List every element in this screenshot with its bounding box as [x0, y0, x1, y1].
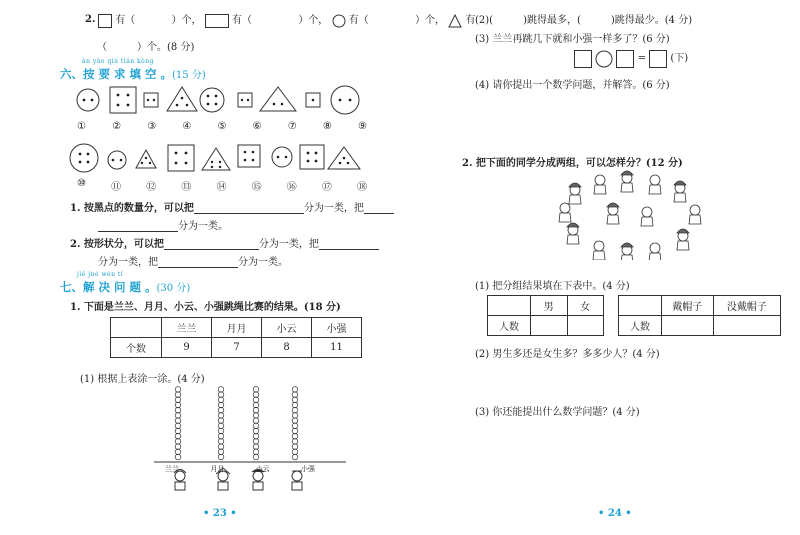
- sub4-question: (4) 请你提出一个数学问题，并解答。(6 分): [475, 80, 670, 91]
- shape-16-circle-2dots: [272, 147, 292, 167]
- bead[interactable]: [292, 418, 298, 424]
- label-12: ⑫: [146, 182, 157, 193]
- bead[interactable]: [253, 407, 259, 413]
- shape-7-triangle-2dots: [260, 87, 296, 111]
- sec7-q1: 1. 下面是兰兰、月月、小云、小强跳绳比赛的结果。(18 分): [70, 302, 341, 313]
- label-16: ⑯: [286, 182, 297, 193]
- small-square-shape: [98, 14, 112, 28]
- bead[interactable]: [253, 444, 259, 450]
- bead[interactable]: [218, 444, 224, 450]
- shape-1-circle-2dots: [77, 89, 99, 111]
- ge-label-1: ）个，: [171, 15, 202, 26]
- child-figure: [649, 175, 661, 194]
- bead[interactable]: [218, 439, 224, 445]
- ge-label-2: ）个，: [298, 15, 329, 26]
- bar-name-row: [165, 464, 315, 474]
- table-cell: 7: [212, 338, 262, 358]
- q2-sub2: (2) 男生多还是女生多？多多少人？(4 分): [475, 349, 660, 360]
- section7-pinyin: jiě jué wèn tí: [77, 271, 124, 278]
- bead[interactable]: [253, 423, 259, 429]
- blank-field[interactable]: [158, 257, 238, 268]
- bead[interactable]: [218, 413, 224, 419]
- child-figure: [567, 223, 579, 244]
- label-17: ⑰: [321, 182, 332, 193]
- you-label-3: 有（: [348, 15, 369, 26]
- table-cell: 9: [162, 338, 212, 358]
- table-row: [111, 318, 362, 338]
- bead[interactable]: [175, 392, 181, 398]
- label-5: ⑤: [217, 121, 227, 132]
- bead[interactable]: [253, 428, 259, 434]
- bead[interactable]: [218, 407, 224, 413]
- child-figure: [593, 241, 605, 260]
- label-14: ⑭: [216, 182, 227, 193]
- label-18: ⑱: [356, 182, 367, 193]
- sec6-q1-line1: [70, 199, 394, 214]
- blank-field[interactable]: [319, 239, 379, 250]
- ge-label-3: ）个，: [415, 15, 446, 26]
- bead[interactable]: [175, 444, 181, 450]
- section6-heading: 六、按 要 求 填 空 。: [60, 67, 173, 81]
- table-row-label: 人数: [619, 316, 662, 336]
- sec6-q2-mid2: 分为一类，把: [98, 257, 158, 268]
- rectangle-shape: [205, 14, 229, 28]
- sec6-q1-mid: 分为一类，把: [303, 203, 364, 214]
- table-row: [619, 316, 781, 336]
- bead[interactable]: [292, 392, 298, 398]
- bead[interactable]: [292, 444, 298, 450]
- bead[interactable]: [218, 397, 224, 403]
- table-header: 戴帽子: [662, 296, 714, 316]
- jump-rope-table: [110, 317, 362, 358]
- bead[interactable]: [253, 454, 259, 460]
- you-label-2: 有（: [231, 15, 252, 26]
- child-figure: [689, 205, 701, 224]
- shape-labels-row1: [77, 121, 367, 132]
- operator-circle[interactable]: [595, 50, 613, 68]
- table-header-empty: [619, 296, 662, 316]
- table-row: [111, 338, 362, 358]
- bead-column: [218, 387, 224, 460]
- blank-field[interactable]: [364, 203, 394, 214]
- table-header: 小云: [262, 318, 312, 338]
- bead-column: [175, 387, 181, 460]
- table-cell: 11: [312, 338, 362, 358]
- label-7: ⑦: [287, 121, 297, 132]
- child-figure: [594, 175, 606, 194]
- bead[interactable]: [175, 454, 181, 460]
- section7-heading: 七、解 决 问 题 。: [60, 280, 157, 294]
- label-6: ⑥: [252, 121, 262, 132]
- bead[interactable]: [292, 387, 298, 393]
- table-header-empty: [111, 318, 162, 338]
- table-cell-input[interactable]: [531, 316, 568, 336]
- table-header: 男: [531, 296, 568, 316]
- sec6-q1-end: 分为一类。: [178, 221, 228, 232]
- shape-labels-row2: [77, 178, 367, 193]
- shape-2-square-4dots: [110, 87, 136, 113]
- answer-box[interactable]: [616, 50, 634, 68]
- table-row: [619, 296, 781, 316]
- label-3: ③: [147, 121, 157, 132]
- bead[interactable]: [218, 449, 224, 455]
- sec6-q2-prefix: 2. 按形状分，可以把: [70, 239, 164, 250]
- bead[interactable]: [175, 439, 181, 445]
- bead[interactable]: [175, 407, 181, 413]
- circle-shape: [332, 14, 346, 28]
- bead[interactable]: [218, 402, 224, 408]
- table-row-label: 人数: [488, 316, 531, 336]
- bead[interactable]: [253, 449, 259, 455]
- unit-label: (下): [670, 53, 689, 64]
- triangle-shape: [448, 14, 462, 28]
- label-11: ⑪: [111, 182, 122, 193]
- q2-sub3: (3) 你还能提出什么数学问题？(4 分): [475, 407, 640, 418]
- bead[interactable]: [253, 413, 259, 419]
- sec6-q2-line2: [98, 253, 288, 268]
- equation-row: [574, 49, 688, 68]
- bar-name: 小强: [300, 465, 315, 473]
- table-cell-input[interactable]: [713, 316, 780, 336]
- table-header: 没戴帽子: [713, 296, 780, 316]
- child-figure: [621, 171, 633, 192]
- bead[interactable]: [253, 433, 259, 439]
- bar-name: 小云: [255, 465, 270, 473]
- table-row: [488, 316, 604, 336]
- child-figure: [641, 207, 653, 226]
- bead[interactable]: [253, 387, 259, 393]
- you-label-1: 有（: [115, 15, 136, 26]
- shape-count-line: [98, 11, 475, 28]
- bead[interactable]: [175, 428, 181, 434]
- blank-field[interactable]: [98, 221, 178, 232]
- shape-18-triangle-3dots: [328, 147, 360, 169]
- bead[interactable]: [218, 418, 224, 424]
- equals-sign: =: [637, 53, 646, 64]
- bead[interactable]: [175, 423, 181, 429]
- section6-title: [60, 66, 206, 82]
- table-header: 兰兰: [162, 318, 212, 338]
- bead[interactable]: [292, 428, 298, 434]
- bead[interactable]: [175, 413, 181, 419]
- shape-13-square-4dots: [168, 145, 194, 171]
- bead[interactable]: [292, 439, 298, 445]
- table-cell-input[interactable]: [662, 316, 714, 336]
- table-header: 女: [567, 296, 604, 316]
- sec6-q2-end: 分为一类。: [238, 257, 288, 268]
- hat-table: [618, 295, 781, 336]
- label-13: ⑬: [181, 182, 192, 193]
- child-figure: [677, 229, 689, 250]
- sub1-points: (4 分): [177, 374, 205, 385]
- sub1-text: (1) 根据上表涂一涂。: [80, 374, 178, 385]
- bar-name: 月月: [210, 465, 225, 473]
- label-2: ②: [112, 121, 122, 132]
- q2-sub1: (1) 把分组结果填在下表中。(4 分): [475, 281, 630, 292]
- bead[interactable]: [292, 402, 298, 408]
- child-figure: [559, 203, 571, 222]
- shape-4-triangle-3dots: [167, 87, 197, 111]
- bead[interactable]: [253, 402, 259, 408]
- sec6-q2-mid: 分为一类，把: [258, 239, 319, 250]
- shape-3-square-2dots: [144, 93, 158, 107]
- blank-field[interactable]: [164, 239, 259, 250]
- bead[interactable]: [218, 454, 224, 460]
- bead[interactable]: [292, 413, 298, 419]
- table-row-label: 个数: [111, 338, 162, 358]
- bead[interactable]: [175, 387, 181, 393]
- label-9: ⑨: [358, 121, 367, 132]
- section6-points: (15 分): [172, 70, 206, 81]
- sec6-q1-line2: [98, 217, 228, 232]
- section7-points: (30 分): [156, 283, 191, 294]
- shape-11-circle-2dots: [108, 151, 126, 169]
- bead[interactable]: [175, 418, 181, 424]
- child-figure: [621, 243, 633, 260]
- shape-6-square-2dots: [238, 93, 252, 107]
- table-header: 小强: [312, 318, 362, 338]
- answer-box[interactable]: [649, 50, 667, 68]
- label-15: ⑮: [251, 182, 262, 193]
- table-header-empty: [488, 296, 531, 316]
- bead[interactable]: [292, 454, 298, 460]
- bead[interactable]: [253, 392, 259, 398]
- section6-pinyin: àn yāo qiú tián kòng: [82, 58, 154, 65]
- gender-table: [487, 295, 604, 336]
- sub2-question: (2)( )跳得最多，( )跳得最少。(4 分): [475, 15, 693, 26]
- q2-question: 2. 把下面的同学分成两组，可以怎样分？(12 分): [462, 158, 683, 169]
- table-row: [488, 296, 604, 316]
- bead[interactable]: [218, 433, 224, 439]
- bead[interactable]: [175, 397, 181, 403]
- shape-17-square-4dots: [300, 145, 324, 169]
- bar-name: 兰兰: [165, 465, 179, 473]
- label-4: ④: [182, 121, 192, 132]
- bead[interactable]: [292, 407, 298, 413]
- section7-title: [60, 279, 190, 295]
- page-number-right: • 24 •: [598, 508, 632, 519]
- bead[interactable]: [175, 402, 181, 408]
- bead[interactable]: [292, 397, 298, 403]
- bead[interactable]: [292, 433, 298, 439]
- sec6-q2-line1: [70, 235, 379, 250]
- bead[interactable]: [175, 433, 181, 439]
- q2-number: 2.: [85, 14, 96, 25]
- bead-column: [253, 387, 259, 460]
- bead[interactable]: [253, 439, 259, 445]
- bead[interactable]: [253, 418, 259, 424]
- shape-8-square-1dot: [306, 93, 320, 107]
- page-number-left: • 23 •: [203, 508, 237, 519]
- answer-box[interactable]: [574, 50, 592, 68]
- shape-9-circle-2dots: [331, 86, 359, 114]
- bead[interactable]: [253, 397, 259, 403]
- sub3-question: (3) 兰兰再跳几下就和小强一样多了？(6 分): [475, 34, 670, 45]
- bead[interactable]: [218, 423, 224, 429]
- child-figure: [649, 243, 661, 260]
- label-1: ①: [77, 121, 86, 132]
- sec6-q1-prefix: 1. 按黑点的数量分，可以把: [70, 203, 194, 214]
- table-header: 月月: [212, 318, 262, 338]
- child-figure: [569, 183, 581, 204]
- bead[interactable]: [175, 449, 181, 455]
- table-cell: 8: [262, 338, 312, 358]
- child-figure: [674, 181, 686, 202]
- bead[interactable]: [292, 423, 298, 429]
- children-illustration: [555, 170, 710, 260]
- bead[interactable]: [218, 428, 224, 434]
- shape-14-triangle-4dots: [202, 148, 230, 170]
- shape-15-square-4dots: [238, 145, 260, 167]
- child-figure: [607, 203, 619, 224]
- shape-10-circle-4dots: [70, 144, 98, 172]
- label-8: ⑧: [322, 121, 332, 132]
- table-cell-input[interactable]: [567, 316, 604, 336]
- bead[interactable]: [218, 387, 224, 393]
- label-10: ⑩: [77, 178, 86, 189]
- answer-line-2: （ ）个。(8 分): [97, 42, 195, 53]
- blank-field[interactable]: [194, 203, 304, 214]
- bead[interactable]: [218, 392, 224, 398]
- you-label-4: 有: [465, 15, 476, 26]
- shape-12-triangle-3dots: [136, 150, 156, 168]
- shape-5-circle-4dots: [200, 88, 224, 112]
- bead-columns: [150, 382, 350, 500]
- bead-column: [292, 387, 298, 460]
- bead[interactable]: [292, 449, 298, 455]
